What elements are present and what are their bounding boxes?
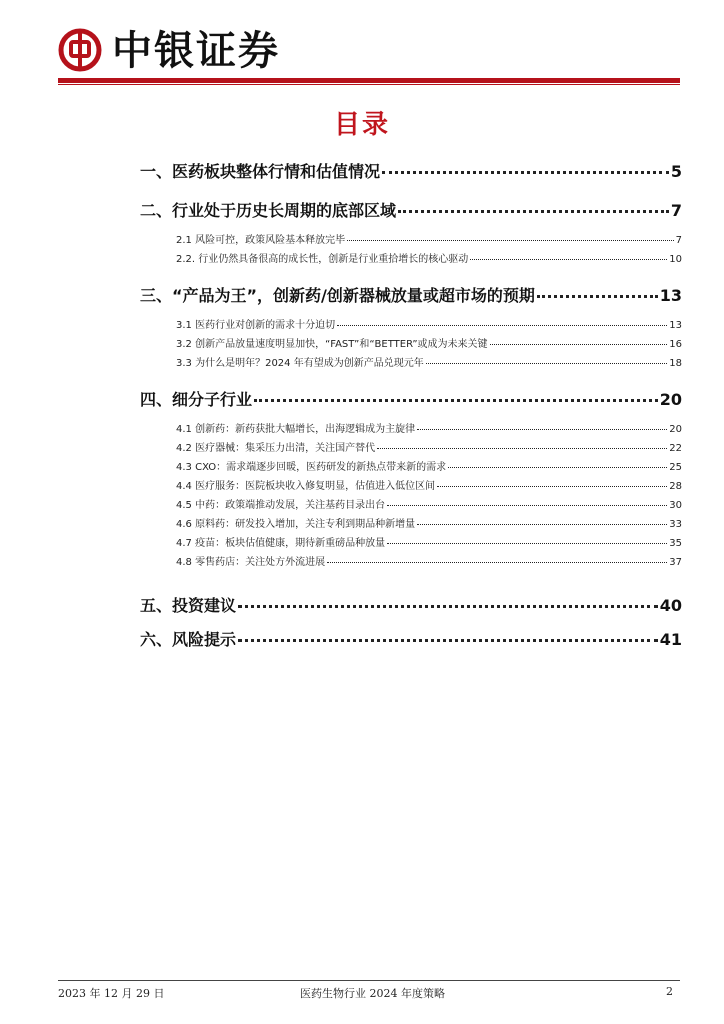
toc-entry-title: 六、风险提示 xyxy=(140,630,237,649)
toc-dot-leader xyxy=(238,589,658,608)
header-divider xyxy=(58,78,680,83)
header-divider-thin xyxy=(58,84,680,85)
toc-entry-title: 四、细分子行业 xyxy=(140,390,253,409)
toc-entry-title: 2.1 风险可控，政策风险基本释放完毕 xyxy=(176,235,346,246)
footer-page-number: 2 xyxy=(666,985,673,998)
toc-subsection-entry[interactable] xyxy=(176,515,682,530)
toc-subsection-entry[interactable] xyxy=(176,477,682,492)
toc-subsection-entry[interactable] xyxy=(176,534,682,549)
toc-dot-leader xyxy=(537,279,658,298)
toc-entry-page: 30 xyxy=(669,500,682,511)
toc-entry-title: 4.2 医疗器械：集采压力出清，关注国产替代 xyxy=(176,443,376,454)
toc-entry-title: 3.3 为什么是明年？2024 年有望成为创新产品兑现元年 xyxy=(176,358,424,369)
toc-entry-page: 25 xyxy=(669,462,682,473)
toc-dot-leader xyxy=(347,230,674,241)
toc-entry-title: 三、“产品为王”，创新药/创新器械放量或超市场的预期 xyxy=(140,286,535,305)
toc-entry-title: 五、投资建议 xyxy=(140,596,237,615)
toc-entry-page: 28 xyxy=(669,481,682,492)
toc-entry-page: 20 xyxy=(659,390,682,409)
toc-dot-leader xyxy=(437,476,667,487)
toc-entry-page: 18 xyxy=(669,358,682,369)
footer-report-title: 医药生物行业 2024 年度策略 xyxy=(300,987,445,1000)
toc-section-entry[interactable] xyxy=(140,626,682,650)
toc-subsection-entry[interactable] xyxy=(176,354,682,369)
toc-entry-page: 22 xyxy=(669,443,682,454)
toc-entry-page: 13 xyxy=(669,320,682,331)
toc-entry-title: 4.4 医疗服务：医院板块收入修复明显，估值进入低位区间 xyxy=(176,481,436,492)
toc-dot-leader xyxy=(490,334,668,345)
toc-entry-title: 4.8 零售药店：关注处方外流进展 xyxy=(176,557,326,568)
toc-section-entry[interactable] xyxy=(140,197,682,221)
toc-entry-page: 16 xyxy=(669,339,682,350)
toc-entry-page: 10 xyxy=(669,254,682,265)
toc-subsection-entry[interactable] xyxy=(176,458,682,473)
toc-section-entry[interactable] xyxy=(140,158,682,182)
toc-entry-page: 20 xyxy=(669,424,682,435)
toc-dot-leader xyxy=(470,249,667,260)
toc-entry-page: 7 xyxy=(670,201,682,220)
toc-dot-leader xyxy=(387,533,667,544)
toc-section-entry[interactable] xyxy=(140,386,682,410)
toc-entry-title: 3.2 创新产品放量速度明显加快，“FAST”和“BETTER”或成为未来关键 xyxy=(176,339,488,350)
toc-dot-leader xyxy=(327,552,667,563)
toc-section-entry[interactable] xyxy=(140,282,682,306)
toc-entry-title: 4.5 中药：政策端推动发展，关注基药目录出台 xyxy=(176,500,386,511)
toc-dot-leader xyxy=(426,353,668,364)
toc-entry-page: 37 xyxy=(669,557,682,568)
toc-entry-title: 4.3 CXO：需求端逐步回暖，医药研发的新热点带来新的需求 xyxy=(176,462,447,473)
toc-entry-title: 一、医药板块整体行情和估值情况 xyxy=(140,162,381,181)
toc-section-entry[interactable] xyxy=(140,592,682,616)
toc-dot-leader xyxy=(377,438,667,449)
toc-entry-page: 33 xyxy=(669,519,682,530)
toc-dot-leader xyxy=(398,194,669,213)
toc-subsection-entry[interactable] xyxy=(176,439,682,454)
toc-subsection-entry[interactable] xyxy=(176,496,682,511)
toc-dot-leader xyxy=(238,623,658,642)
footer-divider xyxy=(58,980,680,981)
brand-name: 中银证券 xyxy=(112,28,280,74)
toc-dot-leader xyxy=(254,383,658,402)
toc-entry-title: 4.7 疫苗：板块估值健康，期待新重磅品种放量 xyxy=(176,538,386,549)
toc-entry-page: 41 xyxy=(659,630,682,649)
toc-subsection-entry[interactable] xyxy=(176,231,682,246)
toc-dot-leader xyxy=(337,315,667,326)
toc-subsection-entry[interactable] xyxy=(176,250,682,265)
toc-subsection-entry[interactable] xyxy=(176,420,682,435)
toc-subsection-entry[interactable] xyxy=(176,553,682,568)
toc-entry-title: 4.6 原料药：研发投入增加，关注专利到期品种新增量 xyxy=(176,519,416,530)
toc-dot-leader xyxy=(382,155,669,174)
toc-entry-title: 4.1 创新药：新药获批大幅增长，出海逻辑成为主旋律 xyxy=(176,424,416,435)
toc-entry-page: 40 xyxy=(659,596,682,615)
toc-entry-page: 35 xyxy=(669,538,682,549)
toc-dot-leader xyxy=(417,419,667,430)
toc-dot-leader xyxy=(387,495,667,506)
toc-entry-page: 13 xyxy=(659,286,682,305)
page-header xyxy=(0,0,724,90)
toc-subsection-entry[interactable] xyxy=(176,335,682,350)
toc-entry-title: 二、行业处于历史长周期的底部区域 xyxy=(140,201,397,220)
toc-entry-title: 2.2. 行业仍然具备很高的成长性，创新是行业重拾增长的核心驱动 xyxy=(176,254,469,265)
toc-dot-leader xyxy=(417,514,667,525)
toc-dot-leader xyxy=(448,457,667,468)
bank-of-china-logo-icon xyxy=(58,28,102,72)
toc-entry-title: 3.1 医药行业对创新的需求十分迫切 xyxy=(176,320,336,331)
toc-title: 目录 xyxy=(333,110,390,140)
footer-date: 2023 年 12 月 29 日 xyxy=(58,987,165,1000)
toc-subsection-entry[interactable] xyxy=(176,316,682,331)
toc-entry-page: 7 xyxy=(675,235,682,246)
toc-entry-page: 5 xyxy=(670,162,682,181)
